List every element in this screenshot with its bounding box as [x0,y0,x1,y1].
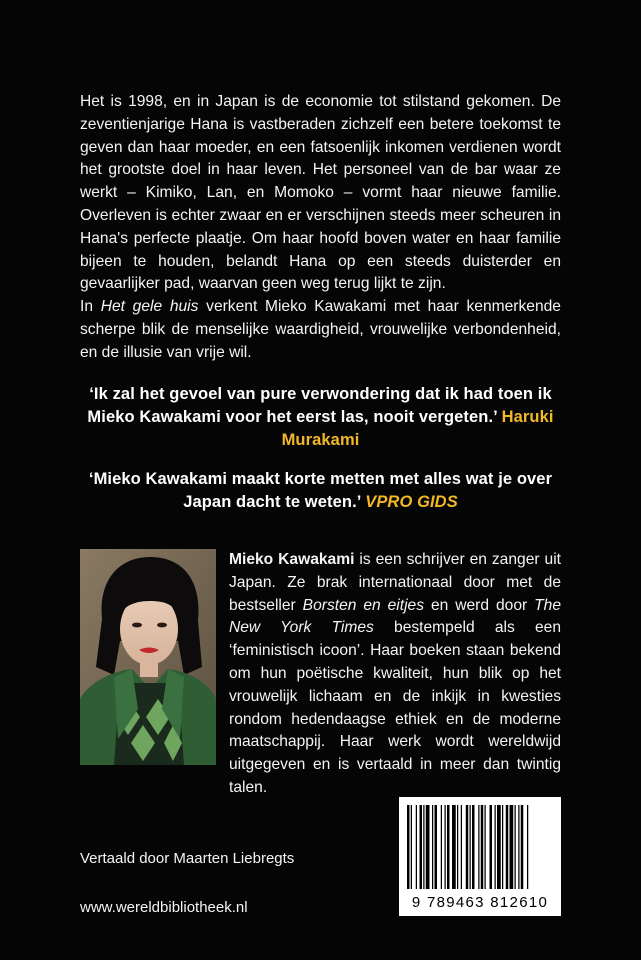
barcode-bar [515,805,516,889]
bio-text-2: en werd door [424,596,535,614]
barcode-bar [518,805,519,889]
translator-credit: Vertaald door Maarten Liebregts [80,850,295,867]
barcode-bar [466,805,469,889]
quote-attribution: VPRO GIDS [365,493,458,511]
barcode-bar [457,805,458,889]
author-portrait-image [80,549,216,765]
barcode-bar [506,805,509,889]
barcode-bar [432,805,433,889]
publication-name: The New York Times [229,596,561,637]
author-name: Mieko Kawakami [229,551,355,568]
barcode-bar [478,805,479,889]
barcode-bar [416,805,417,889]
barcode-bar [497,805,501,889]
barcode-bar [472,805,475,889]
barcode-bar [445,805,446,889]
barcode-bar [521,805,524,889]
book-title: Het gele huis [100,298,199,316]
barcode-bar [447,805,450,889]
barcode-bar [495,805,496,889]
quote-text: ‘Mieko Kawakami maakt korte metten met alles wat je over Japan dacht te weten.’ [88,470,553,511]
review-quote-vpro [70,468,571,514]
book-title-borsten: Borsten en eitjes [302,596,425,614]
author-photo [80,549,216,765]
barcode-bar [502,805,503,889]
bio-text-1: is een schrijver en zanger uit Japan. Ze brak internationaal door met de bestseller [229,551,561,614]
review-quote-murakami [70,383,571,452]
quote-attribution: Haruki Murakami [281,408,554,449]
blurb-p2-suffix: verkent Mieko Kawakami met haar kenmerkende scherpe blik de menselijke waardigheid, vrouwelijke verbondenheid, en de illusie van vrije wil. [80,298,561,361]
barcode-bar [470,805,471,889]
barcode-bar [411,805,412,889]
barcode-bar [441,805,442,889]
isbn-number: 9 789463 812610 [411,894,549,911]
author-bio [229,549,561,800]
blurb-paragraph-1: Het is 1998, en in Japan is de economie tot stilstand gekomen. De zeventienjarige Hana is vastberaden zichzelf een betere toekomst te geven dan haar moeder, en een fatsoenlijk inkomen verdienen wordt het grootste doel in haar leven. Het personeel van de bar waar ze werkt – Kimiko, Lan, en Momoko – vormt haar nieuwe familie. Overleven is echter zwaar en er verschijnen steeds meer scheuren in Hana's perfecte plaatje. Om haar hoofd boven water en haar familie bijeen te houden, belandt Hana op een steeds duisterder en gevaarlijker pad, waarvan geen weg terug lijkt te zijn. [80,93,561,293]
bio-text-3: bestempeld als een ‘feministisch icoon’. Haar boeken staan bekend om hun poëtische kwaliteit, hun blik op het vrouwelijk lichaam en de inkijk in kwesties rondom hedendaagse ethiek en de moderne maatschappij. Haar werk wordt wereldwijd uitgegeven en is vertaald in meer dan twintig talen. [229,619,561,796]
barcode-bar [426,805,430,889]
barcode-bar [527,805,528,889]
bio-paragraph [229,549,561,800]
isbn-barcode [399,797,561,916]
barcode-bar [490,805,493,889]
barcode-bar [420,805,423,889]
blurb-p2-prefix: In [80,298,101,316]
barcode-bar [481,805,484,889]
blurb-paragraph-2 [80,296,561,364]
barcode-bar [510,805,514,889]
barcode-bar [485,805,486,889]
quote-text: ‘Ik zal het gevoel van pure verwondering dat ik had toen ik Mieko Kawakami voor het eerst las, nooit vergeten.’ [87,385,552,426]
publisher-website: www.wereldbibliotheek.nl [80,899,248,916]
barcode-bar [407,805,410,889]
book-blurb [80,91,561,365]
barcode-bar [435,805,438,889]
barcode-bar [452,805,456,889]
barcode-bar [423,805,424,889]
barcode-bar [461,805,462,889]
